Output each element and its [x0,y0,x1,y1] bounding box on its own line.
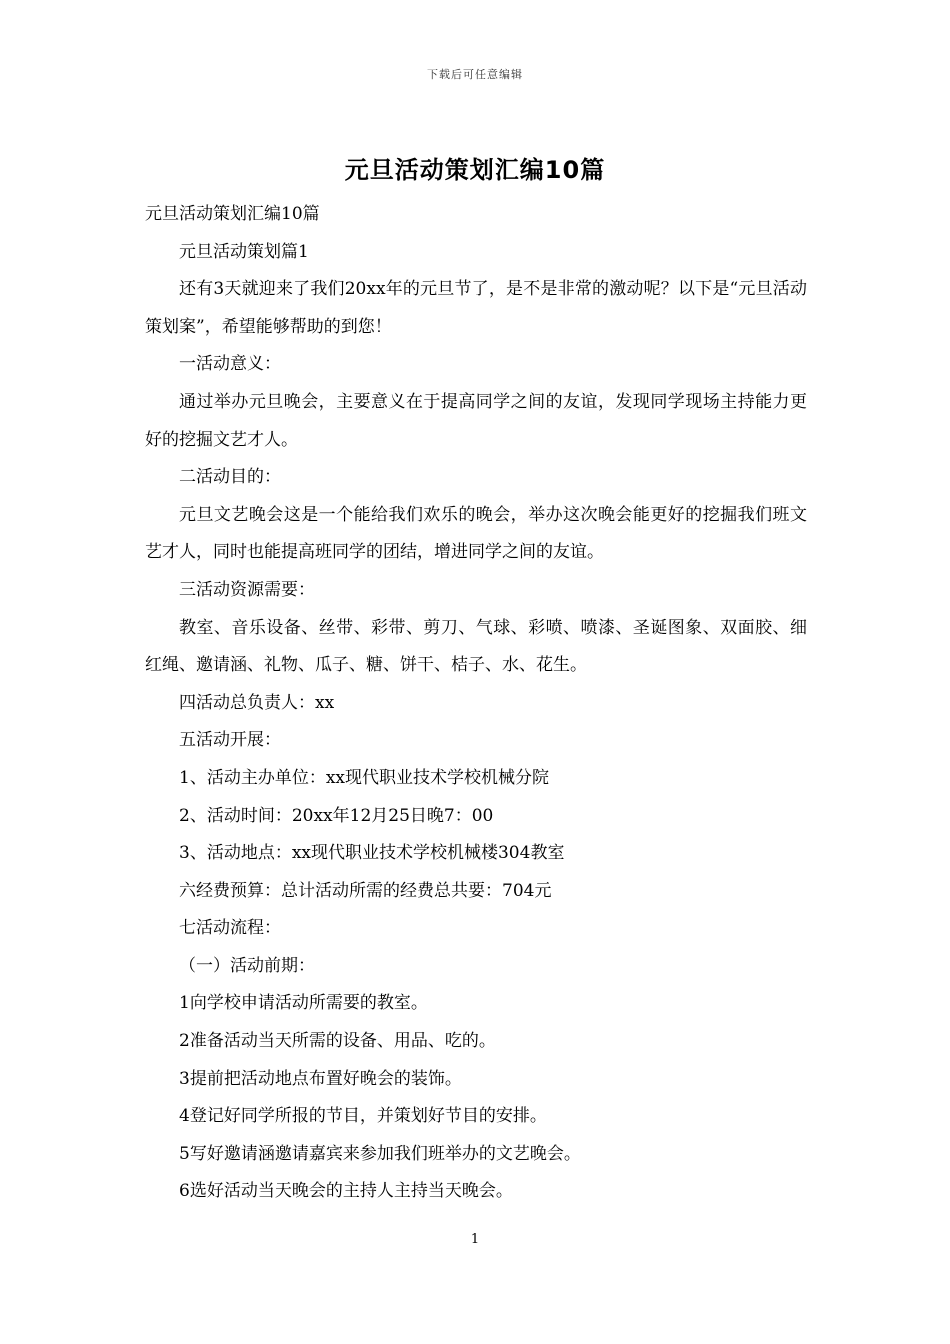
body-paragraph: 4登记好同学所报的节目，并策划好节目的安排。 [179,1106,547,1127]
body-paragraph: 教室、音乐设备、丝带、彩带、剪刀、气球、彩喷、喷漆、圣诞图象、双面胶、细红绳、邀请涵、礼物、瓜子、糖、饼干、桔子、水、花生。 [145,617,807,676]
body-paragraph: 还有3天就迎来了我们20xx年的元旦节了，是不是非常的激动呢？以下是“元旦活动策划案”，希望能够帮助的到您！ [145,279,807,337]
body-paragraph: 1向学校申请活动所需要的教室。 [179,993,428,1014]
body-paragraph: 3、活动地点：xx现代职业技术学校机械楼304教室 [179,843,565,864]
body-paragraph: 一活动意义： [179,354,281,375]
body-paragraph: 通过举办元旦晚会，主要意义在于提高同学之间的友谊，发现同学现场主持能力更好的挖掘文艺才人。 [145,391,807,450]
document-title: 元旦活动策划汇编10篇 [344,156,606,184]
body-paragraph: 元旦活动策划汇编10篇 [145,204,320,224]
body-paragraph: （一）活动前期： [179,955,315,976]
body-paragraph: 四活动总负责人：xx [179,692,335,713]
body-paragraph: 3提前把活动地点布置好晚会的装饰。 [179,1068,462,1089]
body-paragraph: 元旦文艺晚会这是一个能给我们欢乐的晚会，举办这次晚会能更好的挖掘我们班文艺才人，同时也能提高班同学的团结，增进同学之间的友谊。 [145,504,807,563]
body-paragraph: 2、活动时间：20xx年12月25日晚7：00 [179,805,494,826]
body-paragraph: 七活动流程： [179,918,281,939]
body-paragraph: 5写好邀请涵邀请嘉宾来参加我们班举办的文艺晚会。 [179,1143,581,1164]
body-paragraph: 二活动目的： [179,467,281,488]
body-paragraph: 六经费预算：总计活动所需的经费总共要：704元 [179,880,552,901]
body-paragraph: 1、活动主办单位：xx现代职业技术学校机械分院 [179,767,549,788]
document-body [145,196,807,1211]
body-paragraph: 2准备活动当天所需的设备、用品、吃的。 [179,1031,496,1052]
body-paragraph: 6选好活动当天晚会的主持人主持当天晚会。 [179,1181,513,1202]
body-paragraph: 三活动资源需要： [179,579,315,600]
page-header-note: 下载后可任意编辑 [427,68,523,81]
body-paragraph: 五活动开展： [179,730,281,751]
page-number: 1 [470,1232,480,1247]
body-paragraph: 元旦活动策划篇1 [179,241,309,262]
